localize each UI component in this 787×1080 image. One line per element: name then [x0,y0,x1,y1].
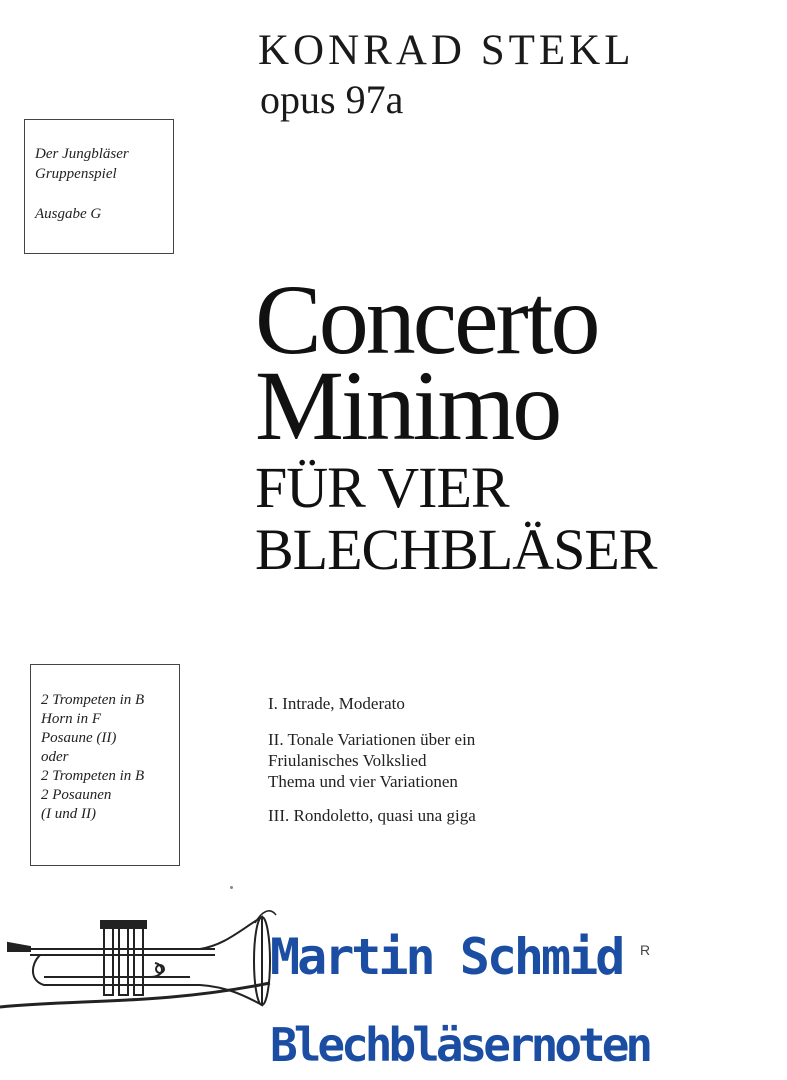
publisher-name: Martin Schmid [270,928,623,986]
instrument-line: Horn in F [41,711,101,727]
publisher-tagline: Blechbläsernoten [270,1018,650,1072]
trumpet-icon [0,905,300,1015]
movement-3: III. Rondoletto, quasi una giga [268,806,476,825]
movement-2 [268,729,475,792]
movement-2-subtitle: Friulanisches Volkslied [268,751,427,770]
instrument-line: 2 Trompeten in B [41,768,145,784]
series-name: Der Jungbläser [35,146,129,162]
print-speck [230,886,233,889]
series-box [24,119,174,254]
registered-mark: R [640,942,651,958]
instrument-line: 2 Trompeten in B [41,692,145,708]
movement-2-title: II. Tonale Variationen über ein [268,730,476,749]
subtitle-line-1: FÜR VIER [255,455,509,520]
series-subtitle: Gruppenspiel [35,166,117,182]
subtitle-line-2: BLECHBLÄSER [255,517,657,582]
opus-number: opus 97a [260,77,404,122]
title-line-2: Minimo [255,350,560,461]
instrument-line: oder [41,749,69,765]
instrument-line: Posaune (II) [41,730,117,746]
movement-2-form: Thema und vier Variationen [268,772,458,791]
edition-label: Ausgabe G [35,206,102,222]
instrument-line: 2 Posaunen [41,787,112,803]
instrumentation-box [30,664,180,866]
movement-1: I. Intrade, Moderato [268,694,405,713]
title-line-1: Concerto [255,264,598,375]
instrument-line: (I und II) [41,806,96,822]
composer-name: KONRAD STEKL [258,27,635,74]
